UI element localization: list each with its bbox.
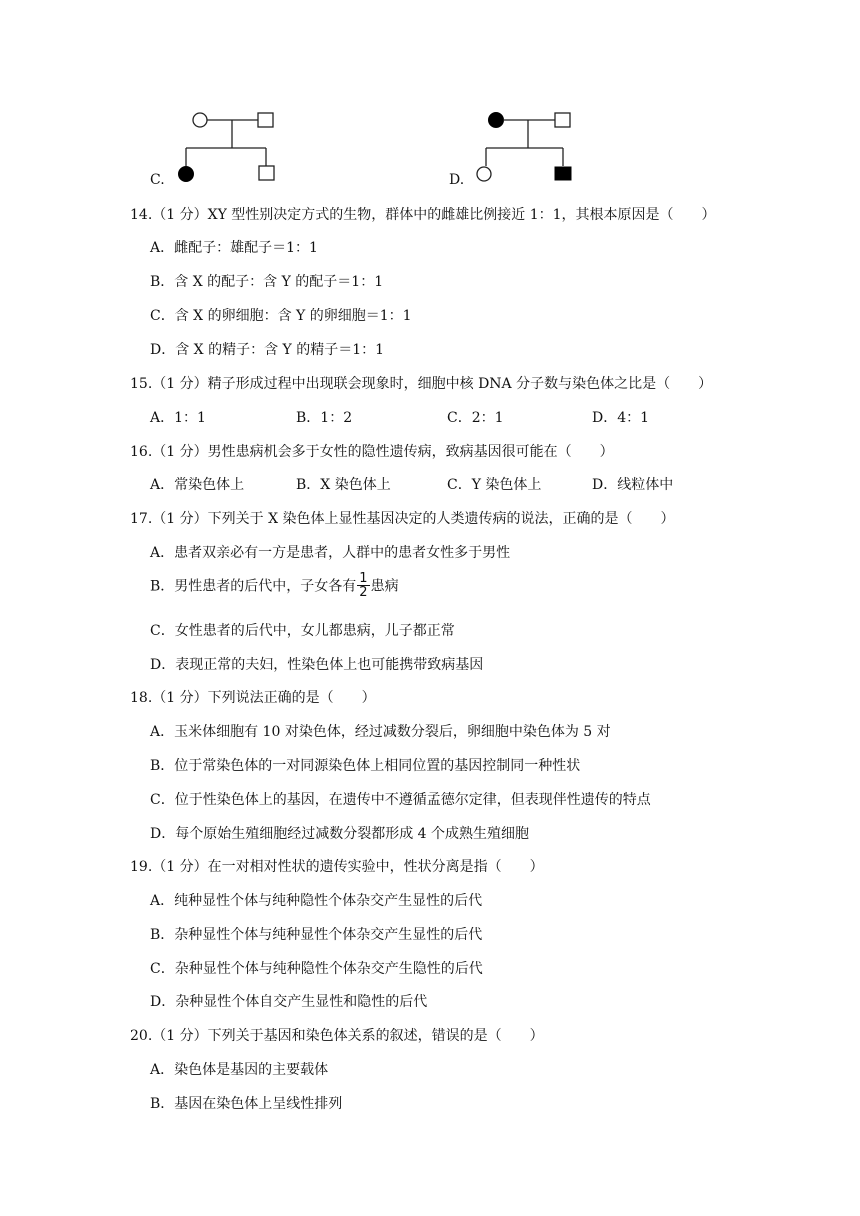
question-17-option-d: D．表现正常的夫妇，性染色体上也可能携带致病基因 <box>150 657 484 673</box>
male-unaffected-child <box>259 166 274 180</box>
question-15-option-c: C．2：1 <box>447 410 504 426</box>
question-15-option-d: D．4：1 <box>592 410 650 426</box>
question-15-option-b: B．1：2 <box>296 410 353 426</box>
female-unaffected-child <box>477 167 491 181</box>
question-17-stem: 17.（1 分）下列关于 X 染色体上显性基因决定的人类遗传病的说法，正确的是（ ） <box>130 511 675 527</box>
question-20-option-b: B．基因在染色体上呈线性排列 <box>150 1096 343 1112</box>
question-17-option-b-suffix: 患病 <box>370 578 399 595</box>
question-14-option-c: C．含 X 的卵细胞：含 Y 的卵细胞＝1：1 <box>150 308 412 324</box>
question-17-option-b-text: B．男性患者的后代中，子女各有 <box>150 578 357 595</box>
male-affected-child <box>555 167 571 180</box>
question-20-option-a: A．染色体是基因的主要载体 <box>150 1062 329 1078</box>
question-17-option-b <box>150 572 399 599</box>
question-14-option-d: D．含 X 的精子：含 Y 的精子＝1：1 <box>150 342 385 358</box>
question-14-stem: 14.（1 分）XY 型性别决定方式的生物，群体中的雌雄比例接近 1：1，其根本原因是（ ） <box>130 207 716 223</box>
question-16-option-d: D．线粒体中 <box>592 477 674 493</box>
question-15-option-a: A．1：1 <box>150 410 206 426</box>
question-15-options <box>150 407 710 427</box>
question-16-options <box>150 474 710 494</box>
question-18-option-a: A．玉米体细胞有 10 对染色体，经过减数分裂后，卵细胞中染色体为 5 对 <box>150 724 611 740</box>
question-14-option-a: A．雌配子：雄配子＝1：1 <box>150 240 318 256</box>
pedigree-d <box>470 108 590 188</box>
male-unaffected-parent <box>258 113 273 127</box>
option-c-label: C. <box>150 172 165 188</box>
question-19-option-a: A．纯种显性个体与纯种隐性个体杂交产生显性的后代 <box>150 893 483 909</box>
female-affected-child <box>179 167 194 182</box>
pedigree-c <box>170 108 290 188</box>
female-unaffected-parent <box>193 113 207 127</box>
question-18-option-c: C．位于性染色体上的基因，在遗传中不遵循孟德尔定律，但表现伴性遗传的特点 <box>150 792 651 808</box>
question-18-option-b: B．位于常染色体的一对同源染色体上相同位置的基因控制同一种性状 <box>150 758 581 774</box>
question-16-option-a: A．常染色体上 <box>150 477 245 493</box>
male-unaffected-parent <box>555 113 570 127</box>
question-15-stem: 15.（1 分）精子形成过程中出现联会现象时，细胞中核 DNA 分子数与染色体之比是（ ） <box>130 376 713 392</box>
question-17-option-c: C．女性患者的后代中，女儿都患病，儿子都正常 <box>150 623 455 639</box>
question-19-option-c: C．杂种显性个体与纯种隐性个体杂交产生隐性的后代 <box>150 961 483 977</box>
question-19-stem: 19.（1 分）在一对相对性状的遗传实验中，性状分离是指（ ） <box>130 859 544 875</box>
option-d-label: D. <box>449 172 465 188</box>
question-16-stem: 16.（1 分）男性患病机会多于女性的隐性遗传病，致病基因很可能在（ ） <box>130 444 614 460</box>
question-16-option-c: C．Y 染色体上 <box>447 477 542 493</box>
question-18-stem: 18.（1 分）下列说法正确的是（ ） <box>130 690 376 706</box>
fraction-one-half <box>357 572 369 599</box>
question-17-option-a: A．患者双亲必有一方是患者，人群中的患者女性多于男性 <box>150 545 511 561</box>
question-16-option-b: B．X 染色体上 <box>296 477 391 493</box>
fraction-numerator: 1 <box>359 571 368 586</box>
question-18-option-d: D．每个原始生殖细胞经过减数分裂都形成 4 个成熟生殖细胞 <box>150 826 530 842</box>
question-19-option-d: D．杂种显性个体自交产生显性和隐性的后代 <box>150 994 428 1010</box>
fraction-denominator: 2 <box>359 585 368 600</box>
question-19-option-b: B．杂种显性个体与纯种显性个体杂交产生显性的后代 <box>150 927 483 943</box>
question-20-stem: 20.（1 分）下列关于基因和染色体关系的叙述，错误的是（ ） <box>130 1028 544 1044</box>
female-affected-parent <box>489 113 504 128</box>
question-14-option-b: B．含 X 的配子：含 Y 的配子＝1：1 <box>150 274 384 290</box>
